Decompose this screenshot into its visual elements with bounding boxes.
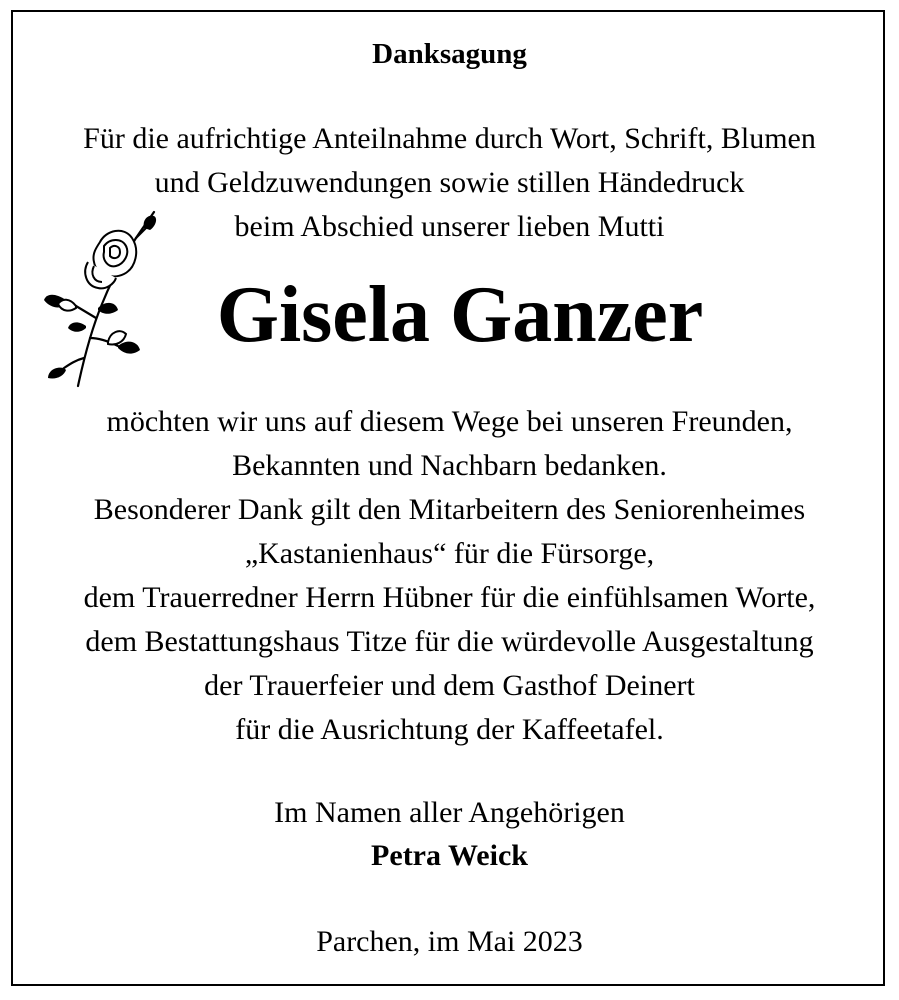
closing-line: Im Namen aller Angehörigen	[274, 796, 625, 829]
body-line: dem Trauerredner Herrn Hübner für die einfühlsamen Worte,	[83, 581, 816, 614]
rose-icon	[40, 208, 164, 390]
deceased-name: Gisela Ganzer	[216, 271, 704, 359]
body-line: Besonderer Dank gilt den Mitarbeitern des Seniorenheimes	[93, 493, 806, 526]
signer-name: Petra Weick	[371, 839, 528, 872]
body-line: „Kastanienhaus“ für die Fürsorge,	[244, 537, 655, 570]
notice-heading: Danksagung	[372, 38, 527, 70]
intro-line: beim Abschied unserer lieben Mutti	[234, 210, 665, 243]
body-line: möchten wir uns auf diesem Wege bei unseren Freunden,	[106, 405, 793, 438]
body-line: für die Ausrichtung der Kaffeetafel.	[235, 713, 664, 746]
body-line: der Trauerfeier und dem Gasthof Deinert	[204, 669, 695, 702]
body-line: dem Bestattungshaus Titze für die würdevolle Ausgestaltung	[85, 625, 814, 658]
body-line: Bekannten und Nachbarn bedanken.	[232, 449, 667, 482]
place-date: Parchen, im Mai 2023	[316, 925, 583, 958]
intro-line: Für die aufrichtige Anteilnahme durch Wort, Schrift, Blumen	[83, 122, 816, 155]
intro-line: und Geldzuwendungen sowie stillen Händedruck	[154, 166, 745, 199]
